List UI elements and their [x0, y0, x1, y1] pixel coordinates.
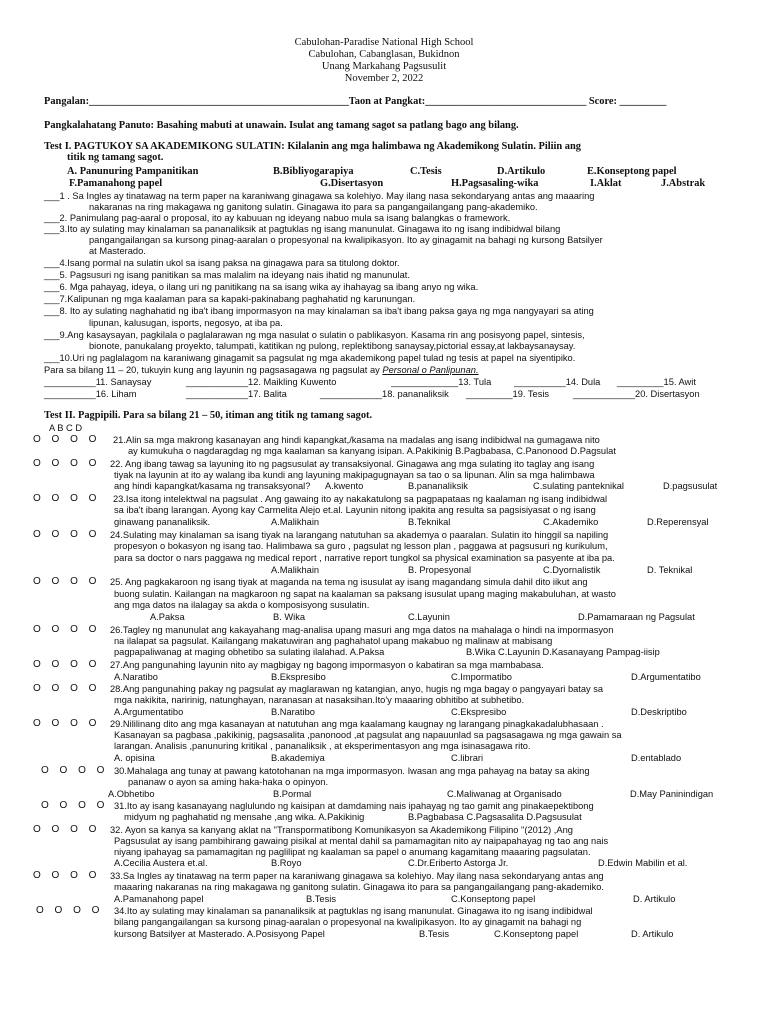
blank-item-19: _________19. Tesis [466, 389, 550, 399]
question-30-cont: pananaw o ayon sa aming haka-haka o opinyon. [128, 777, 329, 787]
test1-item: ___8. Ito ay sulating naghahatid ng iba't ibang impormasyon na may kinalaman sa iba't ibang paksa gaya ng mga nangyayari sa ating [44, 306, 594, 316]
test1-item: ___7.Kalipunan ng mga kaalaman para sa kapaki-pakinabang paghahatid ng karunungan. [44, 294, 416, 304]
option-a: A. opisina [114, 753, 155, 763]
choice-h: H.Pagsasaling-wika [451, 178, 539, 189]
test1-title-cont: titik ng tamang sagot. [67, 152, 164, 163]
answer-bubbles-26[interactable]: O O O O [33, 624, 101, 635]
test1-title: Test I. PAGTUKOY SA AKADEMIKONG SULATIN: Kilalanin ang mga halimbawa ng Akademikong Sulatin. Piliin ang [44, 141, 581, 152]
test1-item: at Masterado. [89, 246, 146, 256]
option-d: D.entablado [631, 753, 682, 763]
test1-item: ___6. Mga pahayag, ideya, o ilang uri ng panitikang na sa isang wika ay ihahayag sa ibang anyo ng wika. [44, 282, 479, 292]
question-31-cont: midyum ng paghahatid ng mensahe ,ang wika. A.Pakikinig [124, 812, 365, 822]
option-c: C.Ekspresibo [451, 707, 507, 717]
answer-bubbles-28[interactable]: O O O O [33, 683, 101, 694]
answer-bubbles-33[interactable]: O O O O [33, 870, 101, 881]
question-31-options: B.Pagbabasa C.Pagsasalita D.Pagsusulat [408, 812, 582, 822]
question-32-cont: Pagsusulat ay isang pambihirang gawaing pisikal at mental dahil sa pamamagitan nito ay naipapahayag ng tao ang nais [114, 836, 609, 846]
question-33: 33.Sa Ingles ay tinatawag na term paper na karaniwang ginagawa sa kolehiyo. May ilang nasa sekondaryang antas ang [110, 871, 604, 881]
question-21: 21.Alin sa mga makrong kasanayan ang hindi kapangkat,/kasama na madalas ang isang indibidwal na gumagawa nito [113, 435, 600, 445]
answer-bubbles-32[interactable]: O O O O [33, 824, 101, 835]
question-26: 26.Tagley ng manunulat ang kakayahang mag-analisa upang masuri ang mga datos na mahalaga o hindi na impormasyon [110, 625, 614, 635]
question-26-options: B.Wika C.Layunin D.Kasanayang Pampag-iisip [466, 647, 660, 657]
choice-d: D.Artikulo [497, 166, 546, 177]
answer-bubbles-27[interactable]: O O O O [33, 659, 101, 670]
option-a: A.Cecilia Austera et.al. [114, 858, 208, 868]
question-29-cont: larangan. Analisis ,panunuring kritikal , pananaliksik , at eksperimentasyon ang mga isinasagawa rito. [114, 741, 531, 751]
question-28: 28.Ang pangunahing pakay ng pagsulat ay maglarawan ng katangian, anyo, hugis ng mga bagay o pangyayari batay sa [110, 684, 604, 694]
option-a: A.Malikhain [271, 517, 320, 527]
option-d: D.pagsusulat [663, 481, 718, 491]
choice-a: A. Panunuring Pampanitikan [67, 166, 199, 177]
question-21-cont: ay kumukuha o nagdaragdag ng mga kaalaman sa kanyang isipan. A.Pakikinig B.Pagbabasa, C.Panonood D.Pagsulat [128, 446, 616, 456]
option-a: A.Obhetibo [108, 789, 155, 799]
choice-g: G.Disertasyon [320, 178, 384, 189]
question-23-cont: ginawang pananaliksik. [114, 517, 211, 527]
question-24-cont: propesyon o bokasyon ng isang tao. Halimbawa sa guro , pagsulat ng lesson plan , paggawa at pagsusuri ng kurikulum, [114, 541, 608, 551]
exam-title: Unang Markahang Pagsusulit [321, 61, 447, 72]
choice-f: F.Pamanahong papel [69, 178, 163, 189]
answer-bubbles-22[interactable]: O O O O [33, 458, 101, 469]
question-34-cont: kursong Batsilyer at Masterado. A.Posisyong Papel [114, 929, 325, 939]
answer-bubbles-23[interactable]: O O O O [33, 493, 101, 504]
question-22-cont: tiyak na layunin at ito ay walang iba kundi ang layuning makipagugnayan sa tao o sa lipunan. Alin sa mga halimbawa [114, 470, 595, 480]
question-31: 31.Ito ay isang kasanayang naglulundo ng kaisipan at damdaming nais ipahayag ng tao gamit ang pinakaepektibong [114, 801, 594, 811]
option-b: B. Wika [273, 612, 306, 622]
option-d: D.Argumentatibo [631, 672, 701, 682]
general-directions: Pangkalahatang Panuto: Basahing mabuti at unawain. Isulat ang tamang sagot sa patlang bago ang bilang. [44, 120, 519, 131]
school-name: Cabulohan-Paradise National High School [294, 37, 474, 48]
option-a: A.Malikhain [271, 565, 320, 575]
choice-j: J.Abstrak [661, 178, 706, 189]
question-26-cont: na ilalapat sa pagsulat. Kailangang makatuwiran ang paghahatol upang makabuo ng malinaw at mabisang [114, 636, 553, 646]
question-33-cont: maaaring nakaranas na ring makagawa ng ganitong sulatin. Ginagawa ito para sa pangangailangang pang-akademiko. [114, 882, 604, 892]
option-d: D. Artikulo [631, 929, 674, 939]
question-26-cont: pagpapaliwanag at maging obhetibo sa sulating ilalahad. A.Paksa [114, 647, 385, 657]
test1-item: ___5. Pagsusuri ng isang panitikan sa mas malalim na ideyang nais ihatid ng manunulat. [44, 270, 410, 280]
option-c: C.Layunin [408, 612, 450, 622]
option-d: D.Reperensyal [647, 517, 709, 527]
test1-item: ___10.Uri ng paglalagom na karaniwang ginagamit sa pagsulat ng mga akademikong papel tulad ng tesis at papel na siyentipiko. [44, 353, 576, 363]
test1-item: lipunan, kalusugan, isports, negosyo, at iba pa. [89, 318, 283, 328]
option-b: B.Tesis [306, 894, 336, 904]
option-c: C.Konseptong papel [451, 894, 536, 904]
option-c: C.Dr.Eriberto Astorga Jr. [408, 858, 509, 868]
question-29-cont: Kasanayan sa pagbasa ,pakikinig, pagsasalita ,panonood ,at pagsulat ang napauunlad sa pagsasagawa ng mga gawain sa [114, 730, 622, 740]
question-23-cont: sa iba't ibang larangan. Ayong kay Carmelita Alejo et.al. Layunin nitong ipakita ang resulta sa pagsisiyasat o ng isang [114, 505, 596, 515]
answer-bubbles-25[interactable]: O O O O [33, 576, 101, 587]
blank-item-14: __________14. Dula [514, 377, 601, 387]
choice-e: E.Konseptong papel [587, 166, 677, 177]
test1-item: ___2. Panimulang pag-aaral o proposal, ito ay kabuuan ng ideyang nabuo mula sa isang balangkas o framework. [44, 213, 511, 223]
question-32-cont: niyang ipahayag sa pamamagitan ng paglilipat ng kaalaman sa papel o anumang kagamitang maaaring pagsulatan. [114, 847, 591, 857]
option-c: C.librari [451, 753, 484, 763]
option-b: B.Tesis [419, 929, 449, 939]
test1-item: ___1 . Sa Ingles ay tinatawag na term paper na karaniwang ginagawa sa kolehiyo. May ilang nasa sekondaryang antas ang maaaring [44, 191, 595, 201]
test1-item: ___9.Ang kasaysayan, pagkilala o paglalarawan ng mga nasulat o sulatin o pablikasyon. Kasama rin ang posisyong papel, sintesis, [44, 330, 585, 340]
question-25-cont: ang mga datos na ilalagay sa akda o komposisyong susulatin. [114, 600, 370, 610]
part2-text: Para sa bilang 11 – 20, tukuyin kung ang layunin ng pagsasagawa ng pagsulat ay [44, 365, 380, 375]
question-34-cont: bilang pangangailangan sa kursong pinag-aaralan o propesyonal na kwalipikasyon. Ito ay ginagamit na bahagi ng [114, 917, 582, 927]
test1-item: pangangailangan sa kursong pinag-aaralan o propesyonal na kwalipikasyon. Ito ay ginagamit na bahagi ng kursong Batsilyer [89, 235, 603, 245]
choice-i: I.Aklat [590, 178, 622, 189]
option-b: B.akademiya [271, 753, 325, 763]
blank-item-16: __________16. Liham [44, 389, 137, 399]
question-28-cont: mga nakikita, naririnig, natunghayan, naranasan at nasaksihan.Ito'y maaaring obhitibo at subhetibo. [114, 695, 525, 705]
option-d: D.Edwin Mabilin et al. [598, 858, 688, 868]
option-b: B.Ekspresibo [271, 672, 326, 682]
option-c: C.Maliwanag at Organisado [447, 789, 562, 799]
question-32: 32. Ayon sa kanya sa kanyang aklat na "Transpormatibong Komunikasyon sa Akademikong Filipino "(2012) ,Ang [110, 825, 573, 835]
option-d: D. Teknikal [647, 565, 693, 575]
question-29: 29.Nililinang dito ang mga kasanayan at natutuhan ang mga kaalamang kaugnay ng larangang pinagkakadalubhasaan . [110, 719, 604, 729]
option-b: B.pananaliksik [408, 481, 468, 491]
answer-bubbles-21[interactable]: O O O O [33, 434, 101, 445]
option-b: B.Royo [271, 858, 302, 868]
blank-item-12: ____________12. Maikling Kuwento [186, 377, 337, 387]
student-info-line: Pangalan:__________________________________________________Taon at Pangkat:_______________________________ Score: _________ [44, 96, 667, 107]
blank-item-13: _____________13. Tula [391, 377, 492, 387]
school-address: Cabulohan, Cabanglasan, Bukidnon [308, 49, 460, 60]
option-d: D.Deskriptibo [631, 707, 687, 717]
test1-part2-directions [44, 365, 479, 376]
question-22-cont: ang hindi kapangkat/kasama ng transaksyonal? [114, 481, 311, 491]
option-a: A.Pamanahong papel [114, 894, 204, 904]
test1-item: bionote, panukalang proyekto, talumpati, katitikan ng pulong, replektibong sanaysay,pictorial essay,at lakbaysanaysay. [89, 341, 576, 351]
question-24: 24.Sulating may kinalaman sa isang tiyak na larangang natutuhan sa akademya o paaralan. Sulatin ito hinggil sa napiling [110, 530, 609, 540]
answer-bubbles-30[interactable]: O O O O [41, 765, 109, 776]
test2-title: Test II. Pagpipili. Para sa bilang 21 – 50, itiman ang titik ng tamang sagot. [44, 410, 373, 421]
question-25: 25. Ang pagkakaroon ng isang tiyak at maganda na tema ng isusulat ay isang magandang simula dahil dito iikut ang [110, 577, 588, 587]
option-b: B. Propesyonal [408, 565, 472, 575]
blank-item-17: ____________17. Balita [186, 389, 287, 399]
option-c: C.Dyornalistik [543, 565, 601, 575]
option-a: A.kwento [325, 481, 364, 491]
question-24-cont: para sa doctor o nars paggawa ng medical report , narrative report tungkol sa physical examination sa pasyente at iba pa. [114, 553, 615, 563]
exam-date: November 2, 2022 [344, 73, 424, 84]
option-c: C.sulating panteknikal [533, 481, 624, 491]
question-23: 23.Isa itong intelektwal na pagsulat . Ang gawaing ito ay nakakatulong sa pagpapataas ng kaalaman ng isang indibidwal [113, 494, 608, 504]
option-b: B.Teknikal [408, 517, 451, 527]
option-a: A.Paksa [150, 612, 185, 622]
option-a: A.Naratibo [114, 672, 158, 682]
answer-bubbles-24[interactable]: O O O O [33, 529, 101, 540]
answer-bubbles-34[interactable]: O O O O [36, 905, 104, 916]
question-25-cont: buong sulatin. Kailangan na magkaroon ng sapat na kaalaman sa paksang isusulat upang maging makabuluhan, at wasto [114, 589, 616, 599]
option-d: D.May Paninindigan [630, 789, 714, 799]
answer-letters-header: A B C D [49, 423, 83, 433]
question-34: 34.Ito ay sulating may kinalaman sa pananaliksik at pagtuklas ng isang manunulat. Ginagawa ito ng isang indibidwal [114, 906, 593, 916]
option-d: D. Artikulo [633, 894, 676, 904]
option-d: D.Pamamaraan ng Pagsulat [578, 612, 695, 622]
test1-item: nakaranas na ring makagawa ng ganitong sulatin. Ginagawa ito para sa pangangailangang pang-akademiko. [89, 202, 538, 212]
answer-bubbles-29[interactable]: O O O O [33, 718, 101, 729]
question-30: 30.Mahalaga ang tunay at pawang katotohanan na mga impormasyon. Iwasan ang mga pahayag na batay sa aking [114, 766, 590, 776]
option-c: C.Konseptong papel [494, 929, 579, 939]
question-22: 22. Ang ibang tawag sa layuning ito ng pagsusulat ay transaksiyonal. Ginagawa ang mga sulating ito taglay ang isang [110, 459, 595, 469]
test1-item: ___3.Ito ay sulating may kinalaman sa pananaliksik at pagtuklas ng isang manunulat. Ginagawa ito ng isang indibidwal bilang [44, 224, 561, 234]
question-27: 27.Ang pangunahing layunin nito ay magbigay ng bagong impormasyon o kabatiran sa mga mambabasa. [110, 660, 544, 670]
choice-b: B.Bibliyogarapiya [273, 166, 354, 177]
test1-item: ___4.Isang pormal na sulatin ukol sa isang paksa na ginagawa para sa titulong doktor. [44, 258, 400, 268]
blank-item-11: __________11. Sanaysay [44, 377, 152, 387]
option-b: B.Pormal [273, 789, 312, 799]
option-a: A.Argumentatibo [114, 707, 184, 717]
answer-bubbles-31[interactable]: O O O O [41, 800, 109, 811]
option-c: C.Impormatibo [451, 672, 512, 682]
blank-item-20: ____________20. Disertasyon [573, 389, 700, 399]
part2-options: Personal o Panlipunan. [382, 365, 479, 375]
choice-c: C.Tesis [410, 166, 442, 177]
option-b: B.Naratibo [271, 707, 315, 717]
option-c: C.Akademiko [543, 517, 599, 527]
blank-item-15: _________15. Awit [617, 377, 696, 387]
blank-item-18: ____________18. pananaliksik [320, 389, 449, 399]
